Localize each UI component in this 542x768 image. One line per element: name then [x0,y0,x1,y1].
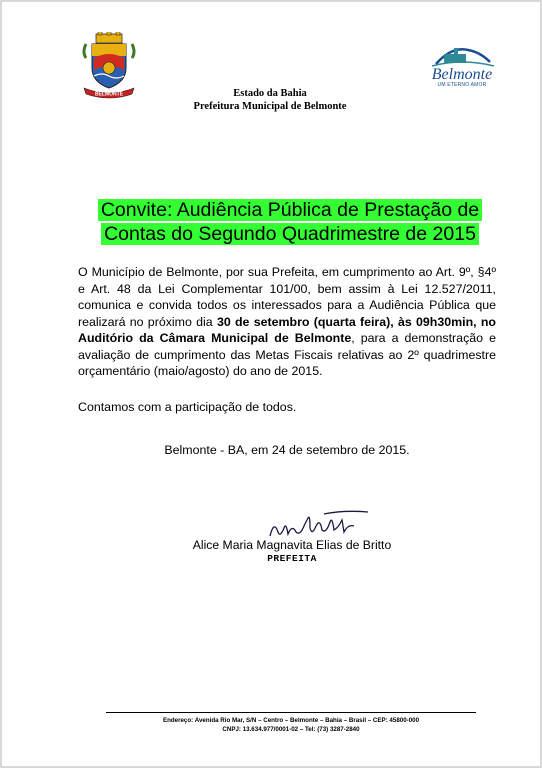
office-heading: Prefeitura Municipal de Belmonte [193,101,347,112]
coat-of-arms-icon [80,32,138,100]
brand-tagline: UM ETERNO AMOR [437,82,487,88]
brand-logo [428,42,496,90]
crest-label: BELMONTE [94,91,124,98]
church-silhouette-icon [428,42,496,68]
notice-body-part-1: O Município de Belmonte, por sua Prefeita, em cumprimento ao Art. 9º, §4º e Art. 48 da Lei Complementar 101/00, bem assim à Lei 12.527/2011, comunica e convida todos os interessados para a Audiência Pública que realizará no próximo dia [78,265,496,329]
notice-body [78,264,496,380]
brand-name: Belmonte [431,66,493,83]
notice-title-line-1: Convite: Audiência Pública de Prestação de [98,199,482,221]
notice-title [88,198,492,246]
footer-address: Endereço: Avenida Rio Mar, S/N – Centro – Belmonte – Bahia – Brasil – CEP: 45800-000 [162,717,420,724]
notice-body-part-2: , para a demonstração e avaliação de cumprimento das Metas Fiscais relativas ao 2º quadrimestre orçamentário (maio/agosto) do ano de 2015. [78,331,496,378]
footer-contact: CNPJ: 13.634.977/0001-02 – Tel: (73) 3287-2840 [222,726,360,733]
state-heading: Estado da Bahia [233,88,307,99]
signer-name: Alice Maria Magnavita Elias de Britto [192,538,392,552]
footer-divider [106,712,476,713]
notice-title-line-2: Contas do Segundo Quadrimestre de 2015 [101,223,479,245]
place-date: Belmonte - BA, em 24 de setembro de 2015. [164,443,410,457]
signer-role: PREFEITA [267,553,317,564]
notice-body-emphasis: 30 de setembro (quarta feira), às 09h30min, no Auditório da Câmara Municipal de Belmonte [78,314,496,345]
closing-line: Contamos com a participação de todos. [78,400,297,414]
